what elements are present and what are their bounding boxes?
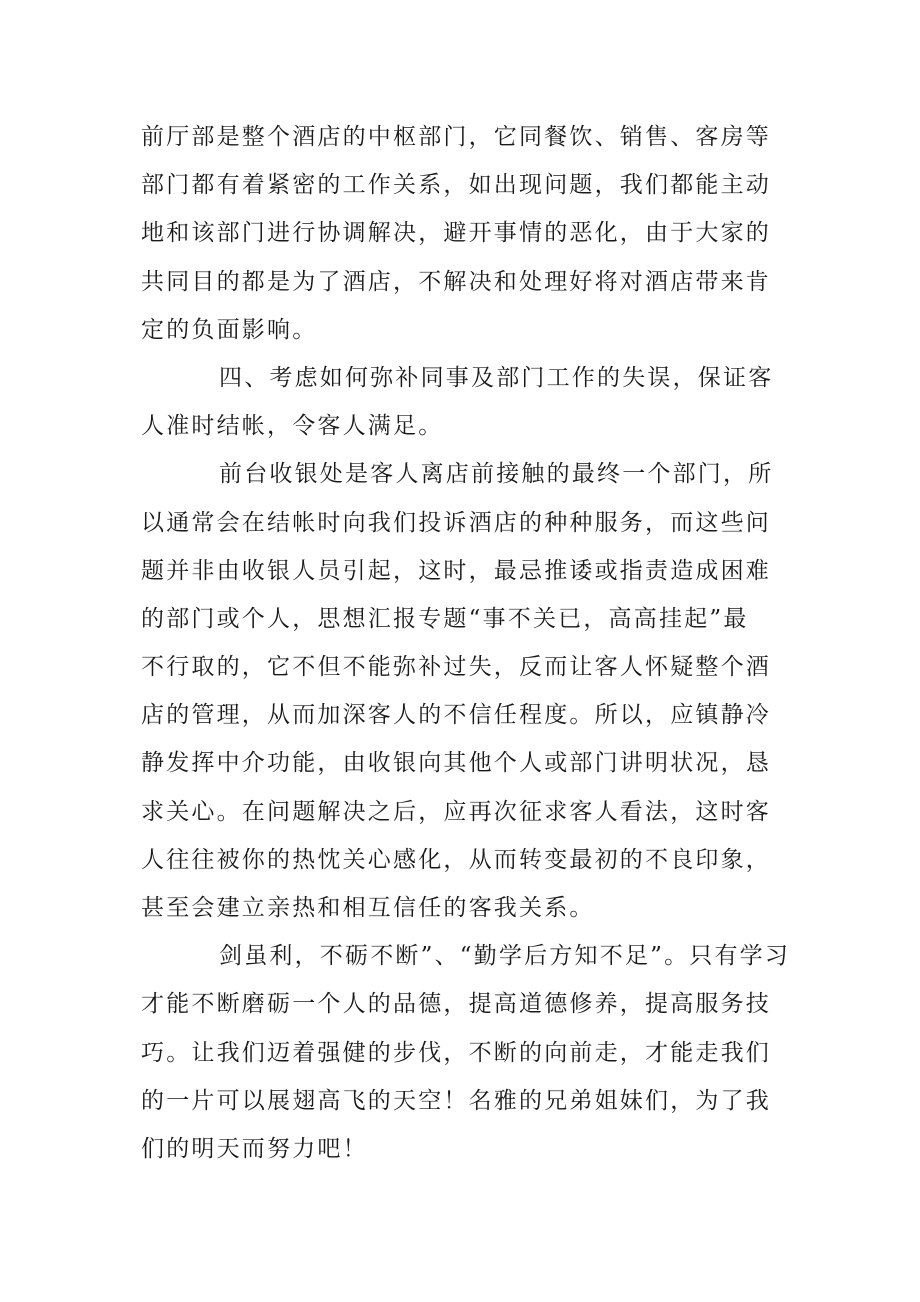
text-line: 剑虽利，不砺不断”、“勤学后方知不足”。只有学习 — [219, 943, 791, 970]
text-line: 以通常会在结帐时向我们投诉酒店的种种服务，而这些问 — [141, 509, 771, 536]
text-line: 人往往被你的热忱关心感化，从而转变最初的不良印象， — [141, 846, 771, 873]
text-line: 巧。让我们迈着强健的步伐，不断的向前走，才能走我们 — [141, 1039, 771, 1066]
text-line: 前台收银处是客人离店前接触的最终一个部门，所 — [219, 461, 774, 488]
text-line: 们的明天而努力吧！ — [141, 1135, 368, 1162]
text-line: 题并非由收银人员引起，这时，最忌推诿或指责造成困难 — [141, 557, 771, 584]
text-line: 部门都有着紧密的工作关系，如出现问题，我们都能主动 — [141, 172, 771, 199]
text-line: 的一片可以展翅高飞的天空！名雅的兄弟姐妹们，为了我 — [141, 1087, 771, 1114]
text-line: 甚至会建立亲热和相互信任的客我关系。 — [141, 895, 595, 921]
text-line: 求关心。在问题解决之后，应再次征求客人看法，这时客 — [141, 798, 771, 825]
text-line: 的部门或个人，思想汇报专题“事不关已，高高挂起”最 — [141, 605, 749, 632]
text-line: 才能不断磨砺一个人的品德，提高道德修养，提高服务技 — [141, 991, 771, 1018]
text-line: 静发挥中介功能，由收银向其他个人或部门讲明状况，恳 — [141, 750, 771, 777]
text-line: 定的负面影响。 — [141, 316, 318, 343]
text-line: 不行取的，它不但不能弥补过失，反而让客人怀疑整个酒 — [141, 654, 771, 681]
text-line: 共同目的都是为了酒店，不解决和处理好将对酒店带来肯 — [141, 268, 771, 295]
text-line: 地和该部门进行协调解决，避开事情的恶化，由于大家的 — [141, 220, 771, 247]
text-line: 前厅部是整个酒店的中枢部门，它同餐饮、销售、客房等 — [141, 124, 771, 150]
section-heading-line: 人准时结帐，令客人满足。 — [141, 413, 444, 440]
section-heading-line: 四、考虑如何弥补同事及部门工作的失误，保证客 — [219, 364, 774, 391]
text-line: 店的管理，从而加深客人的不信任程度。所以，应镇静冷 — [141, 702, 771, 729]
document-body — [141, 113, 791, 1173]
